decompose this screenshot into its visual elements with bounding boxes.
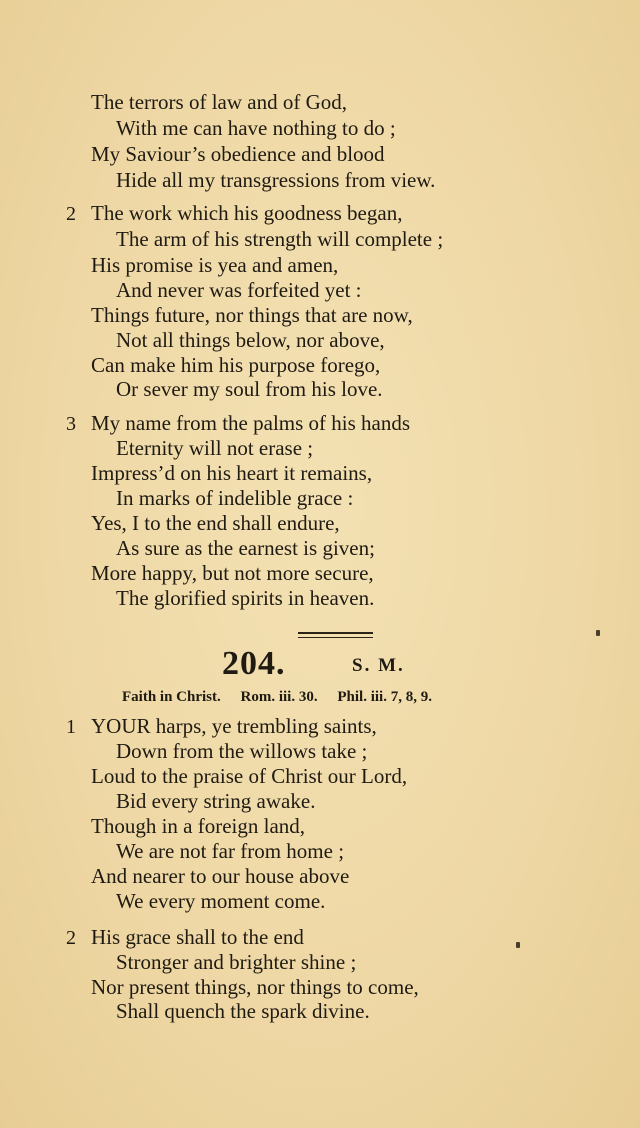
verse-line: And never was forfeited yet : [116,278,362,302]
verse-line: Though in a foreign land, [91,814,306,838]
verse-line: My name from the palms of his hands [91,411,411,435]
verse-line: Impress’d on his heart it remains, [91,461,373,485]
verse-line: The arm of his strength will complete ; [116,227,444,251]
scripture-reference: Phil. iii. 7, 8, 9. [337,689,432,705]
verse-line: As sure as the earnest is given; [116,536,375,560]
verse-line: The terrors of law and of God, [91,90,347,114]
verse-line: His promise is yea and amen, [91,253,339,277]
print-mark [516,942,520,948]
verse-line: Not all things below, nor above, [116,328,385,352]
verse-line: In marks of indelible grace : [116,486,354,510]
verse-line: His grace shall to the end [91,925,304,949]
verse-line: Yes, I to the end shall endure, [91,511,340,535]
stanza-number: 2 [66,203,76,225]
verse-line: Bid every string awake. [116,789,316,813]
verse-line: Stronger and brighter shine ; [116,950,357,974]
verse-line: Down from the willows take ; [116,739,368,763]
stanza-number: 1 [66,716,76,738]
stanza-number: 3 [66,413,76,435]
verse-line: With me can have nothing to do ; [116,116,396,140]
stanza-number: 2 [66,927,76,949]
verse-line: Nor present things, nor things to come, [91,975,419,999]
verse-line: The work which his goodness began, [91,201,403,225]
verse-line: The glorified spirits in heaven. [116,586,375,610]
verse-line: YOUR harps, ye trembling saints, [91,714,377,738]
section-divider-thin [298,637,373,638]
verse-line: Things future, nor things that are now, [91,303,413,327]
hymn-subtitle [122,689,448,706]
verse-line: More happy, but not more secure, [91,561,374,585]
verse-line: Or sever my soul from his love. [116,377,383,401]
verse-line: Loud to the praise of Christ our Lord, [91,764,408,788]
section-divider [298,632,373,634]
hymn-meter: S. M. [352,655,405,676]
hymn-number: 204. [222,645,286,682]
verse-line: We every moment come. [116,889,326,913]
scripture-reference: Rom. iii. 30. [240,689,318,705]
verse-line: Eternity will not erase ; [116,436,314,460]
verse-line: Hide all my transgressions from view. [116,168,436,192]
verse-line: My Saviour’s obedience and blood [91,142,385,166]
verse-line: Can make him his purpose forego, [91,353,381,377]
verse-line: Shall quench the spark divine. [116,999,370,1023]
verse-line: And nearer to our house above [91,864,350,888]
print-mark [596,630,600,636]
verse-line: We are not far from home ; [116,839,345,863]
hymn-theme: Faith in Christ. [122,689,221,705]
